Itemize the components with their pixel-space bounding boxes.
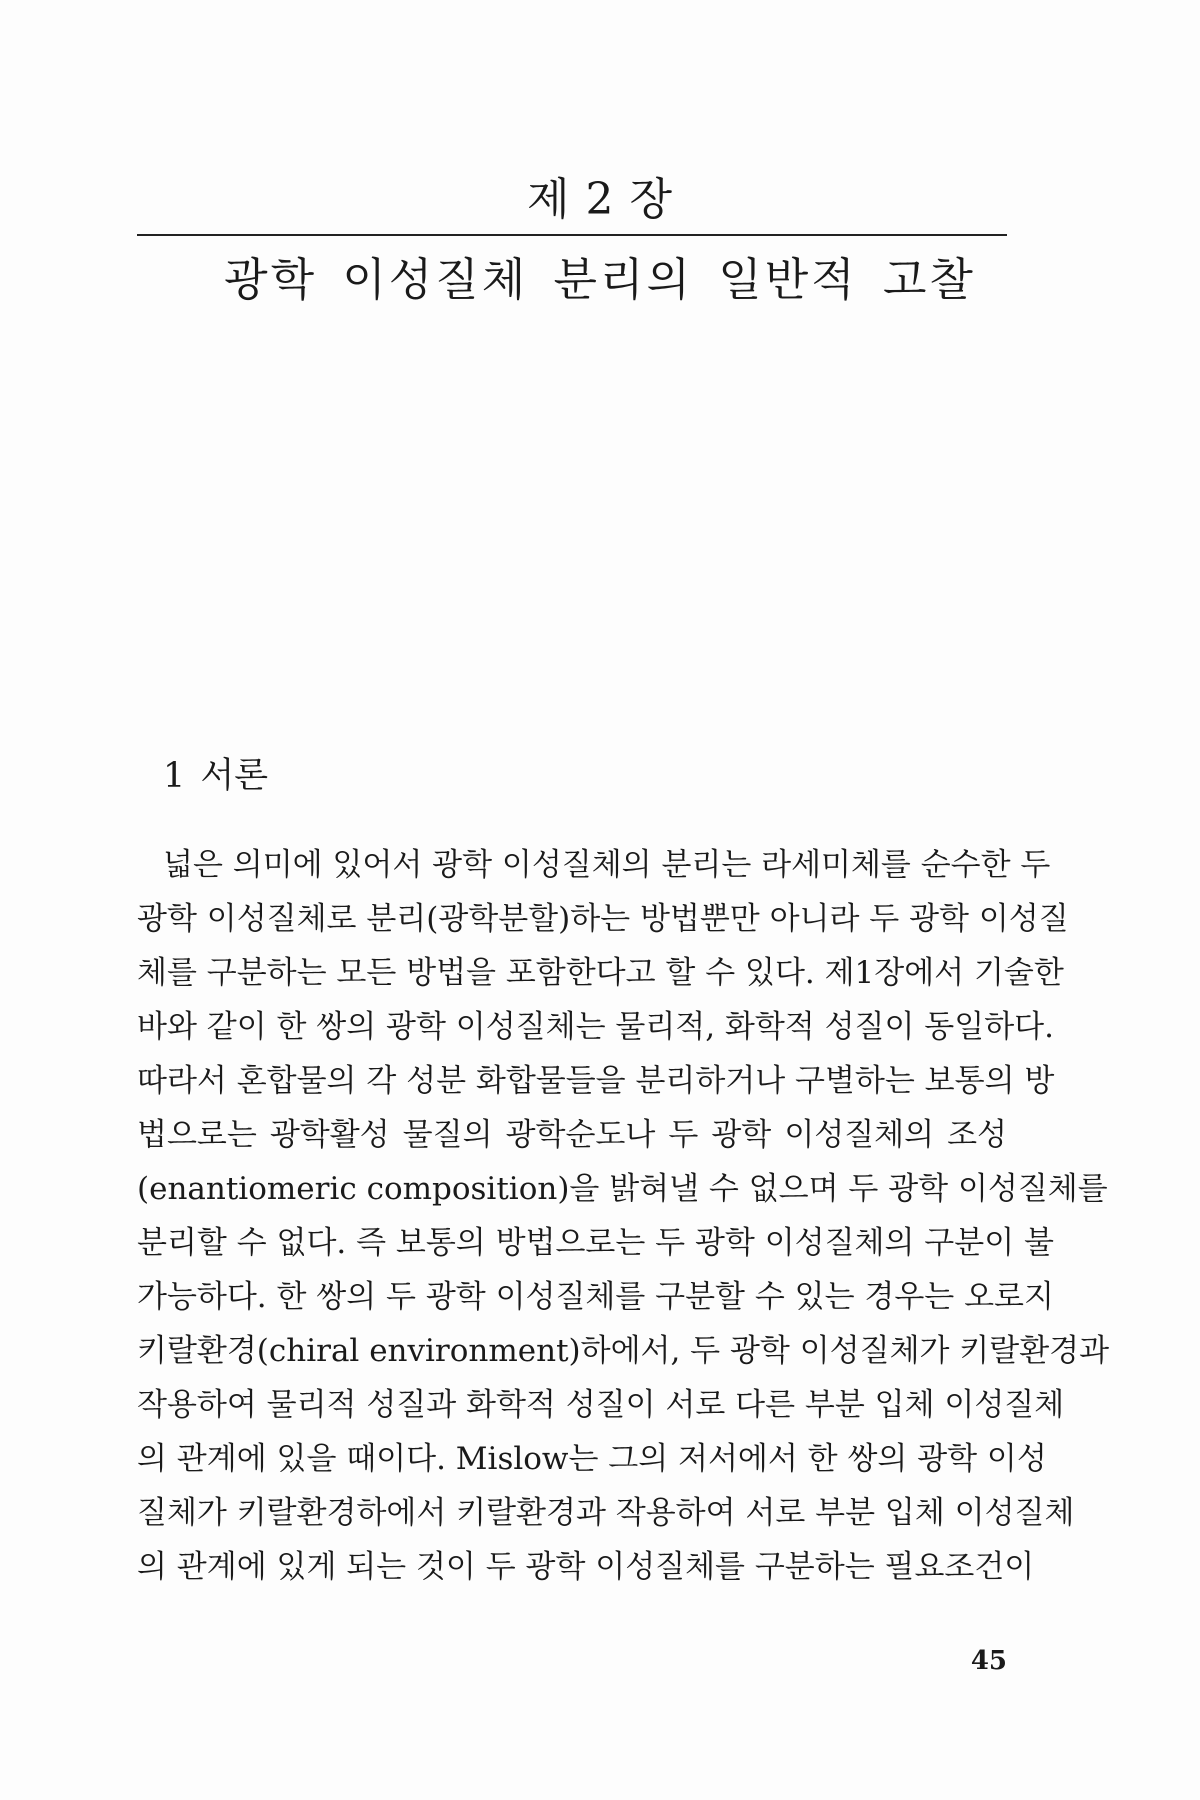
text-line: 질체가 키랄환경하에서 키랄환경과 작용하여 서로 부분 입체 이성질체 [137,1495,1075,1531]
text-line: 법으로는 광학활성 물질의 광학순도나 두 광학 이성질체의 조성 [137,1117,1007,1153]
text-line: 분리할 수 없다. 즉 보통의 방법으로는 두 광학 이성질체의 구분이 불 [137,1225,1054,1261]
text-line: 가능하다. 한 쌍의 두 광학 이성질체를 구분할 수 있는 경우는 오로지 [137,1279,1054,1315]
text-line: 따라서 혼합물의 각 성분 화합물들을 분리하거나 구별하는 보통의 방 [137,1063,1055,1099]
text-line: 의 관계에 있을 때이다. Mislow는 그의 저서에서 한 쌍의 광학 이성 [137,1441,1047,1477]
text-line: 키랄환경(chiral environment)하에서, 두 광학 이성질체가 키랄환경과 [137,1333,1110,1369]
page-number: 45 [970,1646,1007,1676]
text-line: 넓은 의미에 있어서 광학 이성질체의 분리는 라세미체를 순수한 두 [163,847,1051,883]
text-line: 작용하여 물리적 성질과 화학적 성질이 서로 다른 부분 입체 이성질체 [137,1387,1065,1423]
section-heading: 1 서론 [163,756,269,796]
text-line: 체를 구분하는 모든 방법을 포함한다고 할 수 있다. 제1장에서 기술한 [137,955,1064,991]
text-line: 광학 이성질체로 분리(광학분할)하는 방법뿐만 아니라 두 광학 이성질 [137,901,1069,937]
chapter-title: 광학 이성질체 분리의 일반적 고찰 [224,253,976,306]
text-line: (enantiomeric composition)을 밝혀낼 수 없으며 두 광학 이성질체를 [137,1171,1108,1207]
body-paragraph [137,838,1110,1594]
text-line: 바와 같이 한 쌍의 광학 이성질체는 물리적, 화학적 성질이 동일하다. [137,1009,1054,1045]
text-line: 의 관계에 있게 되는 것이 두 광학 이성질체를 구분하는 필요조건이 [137,1549,1035,1585]
chapter-label: 제 2 장 [527,174,673,225]
chapter-divider [137,234,1007,236]
